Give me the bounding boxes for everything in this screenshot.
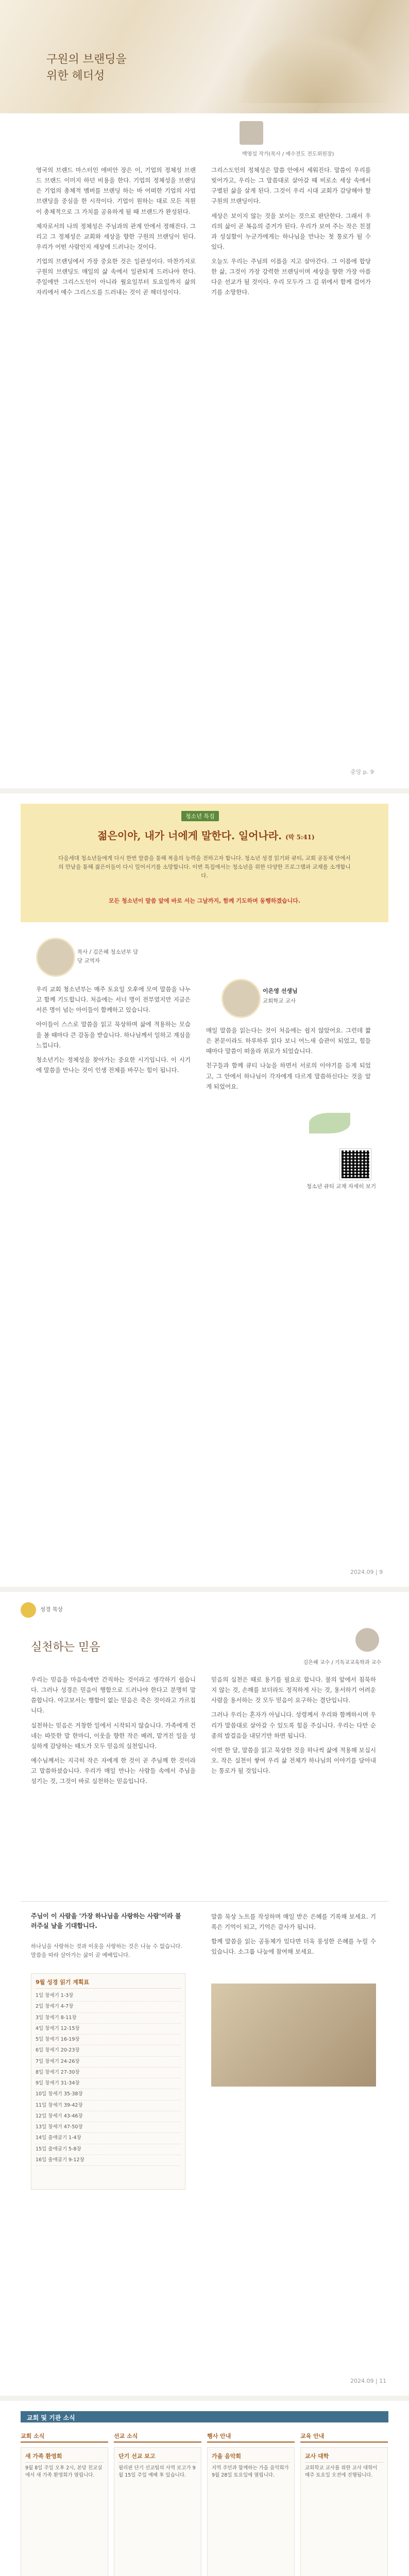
- page-news: [0, 2401, 409, 2576]
- schedule-item: 2일 창세기 4-7장: [36, 2002, 181, 2012]
- meditation-label-circle: [21, 1602, 36, 1618]
- meditation-title: 실천하는 믿음: [31, 1641, 100, 1654]
- meditation-col-left: [31, 1674, 196, 1790]
- person1-photo: [36, 938, 75, 977]
- essay-paragraph: 기업의 브랜딩에서 가장 중요한 것은 일관성이다. 마찬가지로 구원의 브랜딩도 매일의 삶 속에서 일관되게 드러나야 한다. 주일에만 그리스도인이 아니라 월요일부터 토요일까지 삶의 자리에서 예수 그리스도를 드러내는 것이 곧 헤더성이다.: [36, 258, 196, 296]
- schedule-item: 9일 창세기 31-34장: [36, 2078, 181, 2089]
- news-item[interactable]: [114, 2447, 201, 2576]
- landscape-decoration: [237, 31, 391, 103]
- page-essay: [0, 0, 409, 788]
- meditation-paragraph: 우리는 믿음을 마음속에만 간직하는 것이라고 생각하기 쉽습니다. 그러나 성경은 믿음이 행함으로 드러나야 한다고 분명히 말씀합니다. 야고보서는 행함이 없는 믿음은 죽은 것이라고 가르칩니다.: [31, 1676, 196, 1715]
- schedule-item: 16일 출애굽기 9-12장: [36, 2155, 181, 2166]
- schedule-item: 12일 창세기 43-46장: [36, 2111, 181, 2122]
- schedule-item: 4일 창세기 12-15장: [36, 2024, 181, 2035]
- meditation-paragraph: 예수님께서는 지극히 작은 자에게 한 것이 곧 주님께 한 것이라고 말씀하셨습니다. 우리가 매일 만나는 사람들 속에서 주님을 섬기는 것, 그것이 바로 실천하는 믿음입니다.: [31, 1756, 196, 1785]
- divider: [36, 1988, 181, 1989]
- person2-role: 교회학교 교사: [263, 998, 296, 1004]
- side-note: 말씀 묵상 노트를 작성하며 매일 받은 은혜를 기록해 보세요. 기록은 기억이 되고, 기억은 감사가 됩니다.: [211, 1913, 376, 1931]
- special-badge: 청소년 특집: [181, 811, 219, 821]
- youth-left-text: [36, 984, 191, 1079]
- schedule-item: 5일 창세기 16-19장: [36, 2035, 181, 2045]
- news-item-body: 필리핀 단기 선교팀의 사역 보고가 9월 15일 주일 예배 후 있습니다.: [118, 2465, 196, 2479]
- news-column-title: 행사 안내: [207, 2432, 295, 2443]
- news-header: 교회 및 기관 소식: [27, 2414, 75, 2421]
- schedule-item: 14일 출애굽기 1-4장: [36, 2133, 181, 2144]
- youth-paragraph: 아이들이 스스로 말씀을 읽고 묵상하며 삶에 적용하는 모습을 볼 때마다 큰 감동을 받습니다. 하나님께서 일하고 계심을 느낍니다.: [36, 1021, 191, 1049]
- divider: [25, 2462, 104, 2463]
- divider: [212, 2462, 290, 2463]
- author-line: 백영섭 작가(목사 / 예수전도 전도위원장): [242, 151, 334, 157]
- author-avatar: [355, 1628, 379, 1652]
- special-headline: [52, 827, 361, 842]
- special-intro: 다음세대 청소년들에게 다시 한번 말씀을 통해 복음의 능력을 전하고자 합니다. 청소년 성경 읽기와 큐티, 교회 공동체 안에서의 만남을 통해 젊은이들이 다시 일어서기를 소망합니다. 이번 특집에서는 청소년을 위한 다양한 프로그램과 교재를 소개합니다.: [58, 855, 351, 879]
- schedule-item: 15일 출애굽기 5-8장: [36, 2144, 181, 2155]
- divider: [118, 2462, 197, 2463]
- person1-name: 목사 / 김은혜 청소년부 담당 교역자: [77, 949, 139, 964]
- meditation-paragraph: 이번 한 달, 말씀을 읽고 묵상한 것을 하나씩 삶에 적용해 보십시오. 작은 실천이 쌓여 우리 삶 전체가 하나님의 이야기를 담아내는 통로가 될 것입니다.: [211, 1746, 376, 1774]
- schedule-item: 3일 창세기 8-11장: [36, 2013, 181, 2024]
- schedule-item: 8일 창세기 27-30장: [36, 2067, 181, 2078]
- schedule-list: [36, 1991, 181, 2166]
- page-number: 2024.09 | 11: [350, 2378, 387, 2384]
- youth-paragraph: 청소년기는 정체성을 찾아가는 중요한 시기입니다. 이 시기에 말씀을 만나는 것이 인생 전체를 바꾸는 힘이 됩니다.: [36, 1056, 191, 1074]
- schedule-item: 6일 창세기 20-23장: [36, 2045, 181, 2056]
- quote-left-body: 하나님을 사랑하는 것과 이웃을 사랑하는 것은 나눌 수 없습니다. 말씀을 따라 살아가는 삶이 곧 예배입니다.: [31, 1943, 182, 1958]
- news-item-body: 9월 8일 주일 오후 2시, 본당 친교실에서 새 가족 환영회가 열립니다.: [25, 2465, 103, 2479]
- essay-paragraph: 영국의 브랜드 마스터인 에비안 장은 이, 기업의 정체성 브랜드 브랜드 이미지 하던 비용을 한다. 기업의 정체성을 브랜딩은 기업의 총체적 멤버를 브랜딩 하는 바 어떠한 기업의 사업 브랜딩을 중심을 한 시작이다. 기업이 원하는 대로 모든 직원이 총체적으로 그 가치를 공유하게 될 때 브랜드가 완성된다.: [36, 166, 196, 215]
- news-item-title: 단기 선교 보고: [118, 2453, 156, 2460]
- side-photo: [211, 1984, 376, 2087]
- page-youth-special: [0, 793, 409, 1587]
- meditation-side-notes: [211, 1911, 376, 1961]
- news-column-title: 선교 소식: [114, 2432, 201, 2443]
- page-meditation: [0, 1592, 409, 2396]
- news-column-title: 교육 안내: [300, 2432, 388, 2443]
- quote-left-title: 주님이 이 사람을 '가장 하나님을 사랑하는 사람'이라 불러주실 날을 기대합니다.: [31, 1912, 181, 1930]
- special-highlight: 모든 청소년이 말씀 앞에 바로 서는 그날까지, 함께 기도하며 동행하겠습니다.: [108, 897, 301, 904]
- essay-paragraph: 그리스도인의 정체성은 말씀 안에서 세워진다. 말씀이 우리를 빚어가고, 우리는 그 말씀대로 살아갈 때 비로소 세상 속에서 구별된 삶을 살게 된다. 그것이 우리 시대 교회가 감당해야 할 구원의 브랜딩이다.: [211, 166, 371, 205]
- news-grid: [21, 2432, 388, 2576]
- news-item[interactable]: [300, 2447, 388, 2576]
- schedule-item: 7일 창세기 24-26장: [36, 2057, 181, 2067]
- author-line: 김은혜 교수 / 기독교교육학과 교수: [303, 1660, 381, 1666]
- essay-title: 구원의 브랜딩을 위한 헤더성: [46, 53, 127, 82]
- essay-col-left: [36, 165, 196, 302]
- person2-name: 이은영 선생님: [263, 988, 298, 994]
- author-avatar: [240, 121, 263, 145]
- news-item-title: 새 가족 환영회: [25, 2453, 62, 2460]
- reading-schedule: [31, 1973, 185, 2190]
- headline-ref: (막 5:41): [285, 834, 315, 841]
- meditation-paragraph: 그러나 우리는 혼자가 아닙니다. 성령께서 우리와 함께하시며 우리가 말씀대로 살아갈 수 있도록 힘을 주십니다. 우리는 다만 순종의 발걸음을 내딛기만 하면 됩니다.: [211, 1711, 376, 1739]
- essay-paragraph: 제자로서의 나의 정체성은 주님과의 관계 안에서 정해진다. 그리고 그 정체성은 교회와 세상을 향한 구원의 브랜딩이 된다. 우리가 어떤 사람인지 세상에 드러나는 것이다.: [36, 222, 196, 250]
- news-item-body: 지역 주민과 함께하는 가을 음악회가 9월 28일 토요일에 열립니다.: [212, 2465, 289, 2479]
- news-item[interactable]: [21, 2447, 108, 2576]
- meditation-label: 성경 묵상: [40, 1606, 63, 1613]
- divider: [21, 1901, 388, 1902]
- schedule-title: 9월 성경 읽기 계획표: [36, 1979, 90, 1986]
- news-item[interactable]: [207, 2447, 295, 2576]
- essay-paragraph: 오늘도 우리는 주님의 이름을 지고 살아간다. 그 이름에 합당한 삶, 그것이 가장 강력한 브랜딩이며 세상을 향한 가장 아름다운 선교가 될 것이다. 우리 모두가 그 길 위에서 함께 걸어가기를 소망한다.: [211, 258, 371, 296]
- leaf-decoration: [309, 1113, 350, 1133]
- news-item-body: 교회학교 교사를 위한 교사 대학이 매주 토요일 오전에 진행됩니다.: [305, 2465, 378, 2479]
- youth-paragraph: 친구들과 함께 큐티 나눔을 하면서 서로의 이야기를 듣게 되었고, 그 안에서 하나님이 각자에게 다르게 말씀하신다는 것을 알게 되었어요.: [206, 1062, 371, 1090]
- schedule-item: 1일 창세기 1-3장: [36, 1991, 181, 2002]
- headline-text: 젊은이야, 내가 너에게 말한다. 일어나라.: [97, 829, 282, 842]
- divider: [305, 2462, 383, 2463]
- meditation-paragraph: 실천하는 믿음은 거창한 일에서 시작되지 않습니다. 가족에게 건네는 따뜻한 말 한마디, 이웃을 향한 작은 배려, 맡겨진 일을 성실하게 감당하는 태도가 모두 믿음의 실천입니다.: [31, 1721, 196, 1750]
- person2-photo: [221, 979, 261, 1018]
- youth-paragraph: 우리 교회 청소년부는 매주 토요일 오후에 모여 말씀을 나누고 함께 기도합니다. 처음에는 서너 명이 전부였지만 지금은 서른 명이 넘는 아이들이 함께하고 있습니다.: [36, 986, 191, 1014]
- essay-paragraph: 세상은 보이지 않는 것을 보이는 것으로 판단한다. 그래서 우리의 삶이 곧 복음의 증거가 된다. 우리가 보여 주는 작은 친절과 성실함이 누군가에게는 하나님을 만나는 첫 통로가 될 수 있다.: [211, 212, 371, 250]
- meditation-paragraph: 믿음의 실천은 때로 용기를 필요로 합니다. 불의 앞에서 침묵하지 않는 것, 손해를 보더라도 정직하게 사는 것, 용서하기 어려운 사람을 용서하는 것 모두 믿음이 요구하는 결단입니다.: [211, 1676, 376, 1704]
- schedule-item: 13일 창세기 47-50장: [36, 2122, 181, 2133]
- news-item-title: 가을 음악회: [212, 2453, 241, 2460]
- news-header-band: [21, 2411, 388, 2422]
- schedule-item: 10일 창세기 35-38장: [36, 2089, 181, 2100]
- side-note: 함께 말씀을 읽는 공동체가 있다면 더욱 풍성한 은혜를 누릴 수 있습니다. 소그룹 나눔에 참여해 보세요.: [211, 1938, 376, 1956]
- youth-paragraph: 매일 말씀을 읽는다는 것이 처음에는 쉽지 않았어요. 그런데 짧은 본문이라도 하루하루 읽다 보니 어느새 습관이 되었고, 힘들 때마다 말씀이 떠올라 위로가 되었습니다.: [206, 1027, 371, 1055]
- schedule-item: 11일 창세기 39-42장: [36, 2100, 181, 2111]
- qr-code[interactable]: [340, 1149, 371, 1180]
- qr-caption: 청소년 큐티 교재 자세히 보기: [306, 1183, 376, 1190]
- page-number: 중앙 p. 9: [350, 769, 374, 775]
- youth-right-text: [206, 1025, 371, 1096]
- news-item-title: 교사 대학: [305, 2453, 329, 2460]
- meditation-col-right: [211, 1674, 376, 1780]
- news-column-title: 교회 소식: [21, 2432, 108, 2443]
- page-number: 2024.09 | 9: [350, 1569, 383, 1575]
- essay-col-right: [211, 165, 371, 302]
